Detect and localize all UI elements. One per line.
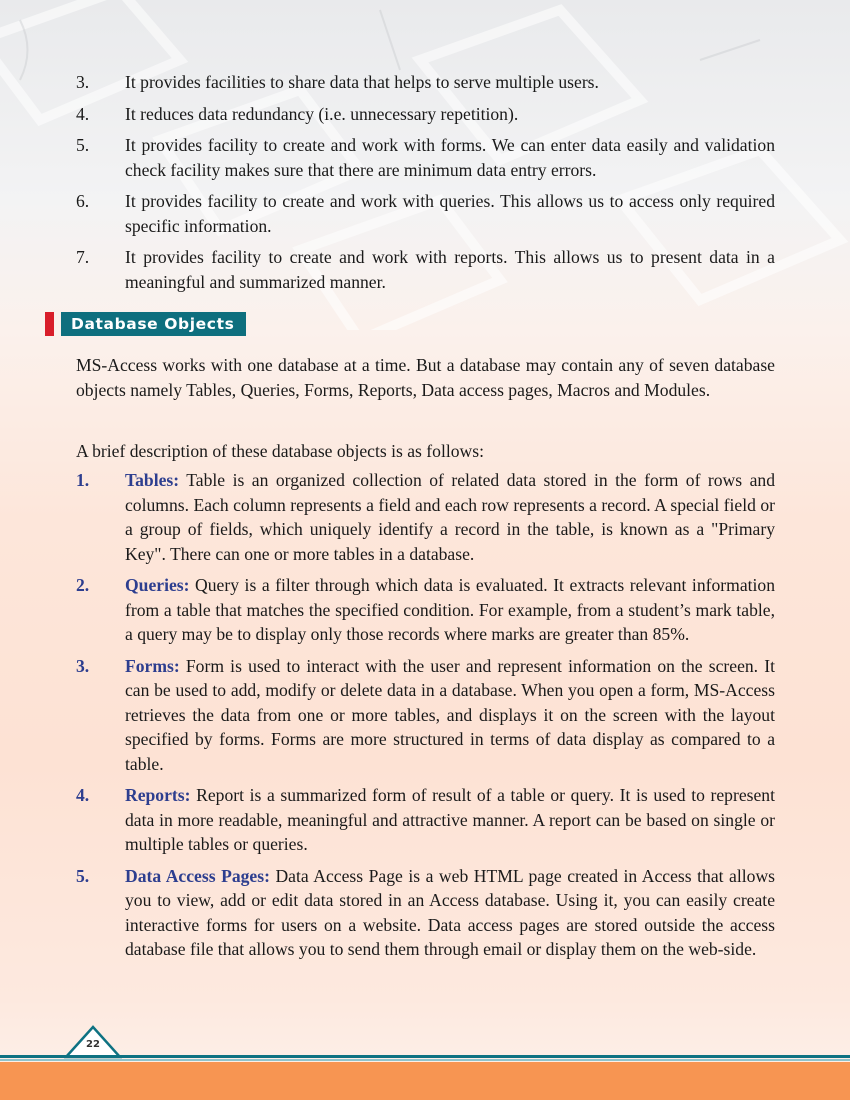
list-text: [125, 654, 775, 777]
page-number: 22: [86, 1039, 100, 1050]
list-number: 5.: [76, 135, 90, 155]
list-text: It provides facility to create and work with queries. This allows us to access only required specific information.: [125, 191, 775, 236]
list-text: It provides facilities to share data that helps to serve multiple users.: [125, 72, 599, 92]
list-item: [76, 468, 775, 566]
footer-divider: [0, 1055, 850, 1058]
list-item: [76, 189, 775, 238]
list-text: [125, 573, 775, 647]
list-item: [76, 783, 775, 857]
list-text: [125, 783, 775, 857]
list-item: [76, 573, 775, 647]
section-marker: [45, 312, 54, 336]
term-label: Reports:: [125, 785, 191, 805]
list-item: [76, 864, 775, 962]
list-number: 7.: [76, 247, 90, 267]
list-item: [76, 654, 775, 777]
list-item: [76, 245, 775, 294]
term-description: Data Access Page is a web HTML page created in Access that allows you to view, add or edit data stored in an Access database. Using it, you can easily create interactive forms for users on a website. Data access pages are stored outside the access database file that allows you to send them through email or display them on the web-side.: [125, 865, 775, 959]
intro-paragraph: A brief description of these database objects is as follows:: [76, 441, 484, 461]
term-label: Data Access Pages:: [125, 865, 270, 886]
list-item: [76, 70, 775, 95]
list-number: 3.: [76, 72, 90, 92]
footer-band: [0, 1062, 850, 1100]
list-text: It reduces data redundancy (i.e. unnecessary repetition).: [125, 103, 519, 124]
term-description: Query is a filter through which data is evaluated. It extracts relevant information from a table that matches the specified condition. For example, from a student’s mark table, a query may be to display only those records where marks are greater than 85%.: [125, 575, 775, 644]
list-number: 2.: [76, 575, 90, 595]
list-number: 5.: [76, 865, 90, 886]
term-description: Report is a summarized form of result of a table or query. It is used to represent data in more readable, meaningful and attractive manner. A report can be based on single or multiple tables or queries.: [125, 785, 775, 854]
term-description: Table is an organized collection of related data stored in the form of rows and columns. Each column represents a field and each row represents a record. A special field or a group of fields, which uniquely identify a record in the table, is known as a "Primary Key". There can one or more tables in a database.: [125, 470, 775, 564]
list-number: 4.: [76, 785, 90, 805]
list-item: [76, 133, 775, 182]
term-label: Queries:: [125, 575, 190, 595]
term-label: Forms:: [125, 655, 180, 676]
section-heading: [45, 312, 246, 336]
feature-list: [76, 70, 775, 301]
list-item: [76, 102, 775, 127]
section-title: Database Objects: [61, 312, 246, 336]
list-text: It provides facility to create and work with reports. This allows us to present data in a meaningful and summarized manner.: [125, 247, 775, 292]
list-text: [125, 468, 775, 566]
list-number: 4.: [76, 103, 90, 124]
list-number: 3.: [76, 655, 90, 676]
list-number: 1.: [76, 470, 90, 490]
term-description: Form is used to interact with the user and represent information on the screen. It can be used to add, modify or delete data in a database. When you open a form, MS-Access retrieves the data from one or more tables, and displays it on the screen with the layout specified by forms. Forms are more structured in terms of data display as compared to a table.: [125, 655, 775, 774]
database-objects-list: [76, 468, 775, 969]
intro-paragraph: MS-Access works with one database at a time. But a database may contain any of seven database objects namely Tables, Queries, Forms, Reports, Data access pages, Macros and Modules.: [76, 355, 775, 400]
footer-divider: [0, 1059, 850, 1061]
term-label: Tables:: [125, 470, 180, 490]
list-number: 6.: [76, 191, 90, 211]
list-text: [125, 864, 775, 962]
list-text: It provides facility to create and work with forms. We can enter data easily and validation check facility makes sure that there are minimum data entry errors.: [125, 135, 775, 180]
